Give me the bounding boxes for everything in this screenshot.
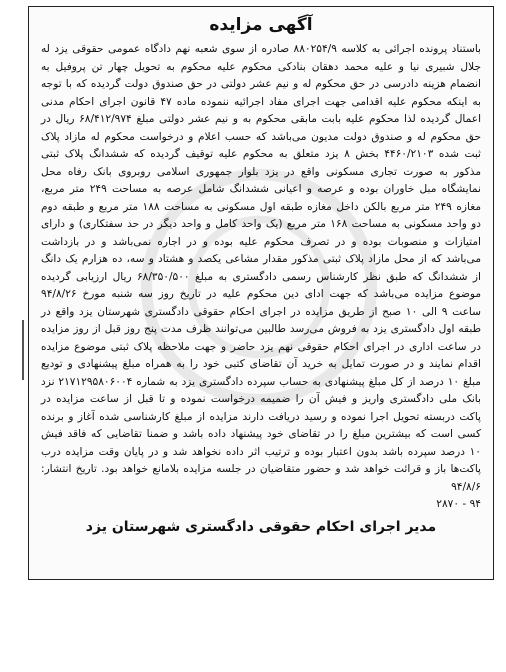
notice-title: آگهی مزایده xyxy=(209,15,313,35)
margin-mark xyxy=(22,320,24,380)
auction-notice xyxy=(28,6,494,580)
notice-body: باستناد پرونده اجرائی به کلاسه ۸۸۰۲۵۴/۹ صادره از سوی شعبه نهم دادگاه عمومی حقوقی یزد له جلال شبیری نیا و علیه محمد دهقان بنادکی محکوم علیه محکوم به تحویل چهار تن پروفیل به انضمام هزینه دادرسی در حق محکوم له و نیم عشر دولتی در حق صندوق دولت گردیده که با توجه به اینکه محکوم علیه اقدامی جهت اجرای مفاد اجرائیه ننموده ماده ۴۷ قانون اجرای احکام مدنی اعمال گردیده لذا محکوم علیه بابت مابقی محکوم به و نیم عشر دولتی مبلغ ۶۸/۴۱۲/۹۷۴ ریال در حق محکوم له و صندوق دولت مدیون می‌باشد که حسب اعلام و درخواست محکوم له مازاد پلاک ثبت شده ۴۴۶۰/۲۱۰۳ بخش ۸ یزد متعلق به محکوم علیه توقیف گردیده که ششدانگ پلاک ثبتی مذکور به صورت تجاری مسکونی واقع در یزد بلوار جمهوری اسلامی روبروی بانک رفاه محل نمایشگاه مبل خاوران بوده و عرصه و اعیانی ششدانگ شامل عرصه به مساحت ۲۴۹ متر مربع، مغازه ۲۴۹ متر مربع بالکن داخل مغازه طبقه اول مسکونی به مساحت ۱۸۸ متر مربع و طبقه دوم دو واحد مسکونی به مساحت ۱۶۸ متر مربع (یک واحد کامل و واحد دیگر در حد سفتکاری) و دارای امتیازات و منصوبات بوده و در تصرف محکوم علیه بوده و در اجاره نمی‌باشد و در بازداشت می‌باشد که از محل مازاد پلاک ثبتی مذکور مقدار مشاعی یکصد و هشتاد و سه، ده هزارم یک دانگ از ششدانگ که طبق نظر کارشناس رسمی دادگستری به مبلغ ۶۸/۳۵۰/۵۰۰ ریال ارزیابی گردیده موضوع مزایده می‌باشد که جهت ادای دین محکوم علیه در تاریخ روز سه شنبه مورخ ۹۴/۸/۲۶ ساعت ۹ الی ۱۰ صبح از طریق مزایده در اجرای احکام حقوقی دادگستری شهرستان یزد واقع در طبقه اول دادگستری یزد به فروش می‌رسد طالبین می‌توانند ظرف مدت پنج روز قبل از روز مزایده در ساعت اداری در اجرای احکام حقوقی نهم یزد حاضر و جهت ملاحظه پلاک ثبتی موضوع مزایده اقدام نمایند و در صورت تمایل به خرید آن تقاضای کتبی خود را به همراه مبلغ پیشنهادی و تودیع مبلغ ۱۰ درصد از کل مبلغ پیشنهادی به حساب سپرده دادگستری یزد به شماره ۲۱۷۱۲۹۵۸۰۶۰۰۴ نزد بانک ملی دادگستری واریز و فیش آن را ضمیمه درخواست نموده و تا قبل از ساعت مزایده در پاکت دربسته تحویل اجرا نموده و رسید دریافت دارند مزایده از مبلغ کارشناسی شده آغاز و برنده کسی است که بیشترین مبلغ را در تقاضای خود پیشنهاد داده باشد و ضمنا تقاضایی که فاقد فیش ۱۰ درصد سپرده باشد بدون اعتبار بوده و ترتیب اثر داده نخواهد شد و در پایان وقت مزایده درب پاکت‌ها باز و قرائت خواهد شد و حضور متقاضیان در جلسه مزایده بلامانع خواهد بود. تاریخ انتشار: ۹۴/۸/۶ xyxy=(41,43,482,493)
reference-number: ۹۴ - ۲۸۷۰ xyxy=(436,498,481,510)
signature-line: مدیر اجرای احکام حقوقی دادگستری شهرستان یزد xyxy=(85,519,437,535)
